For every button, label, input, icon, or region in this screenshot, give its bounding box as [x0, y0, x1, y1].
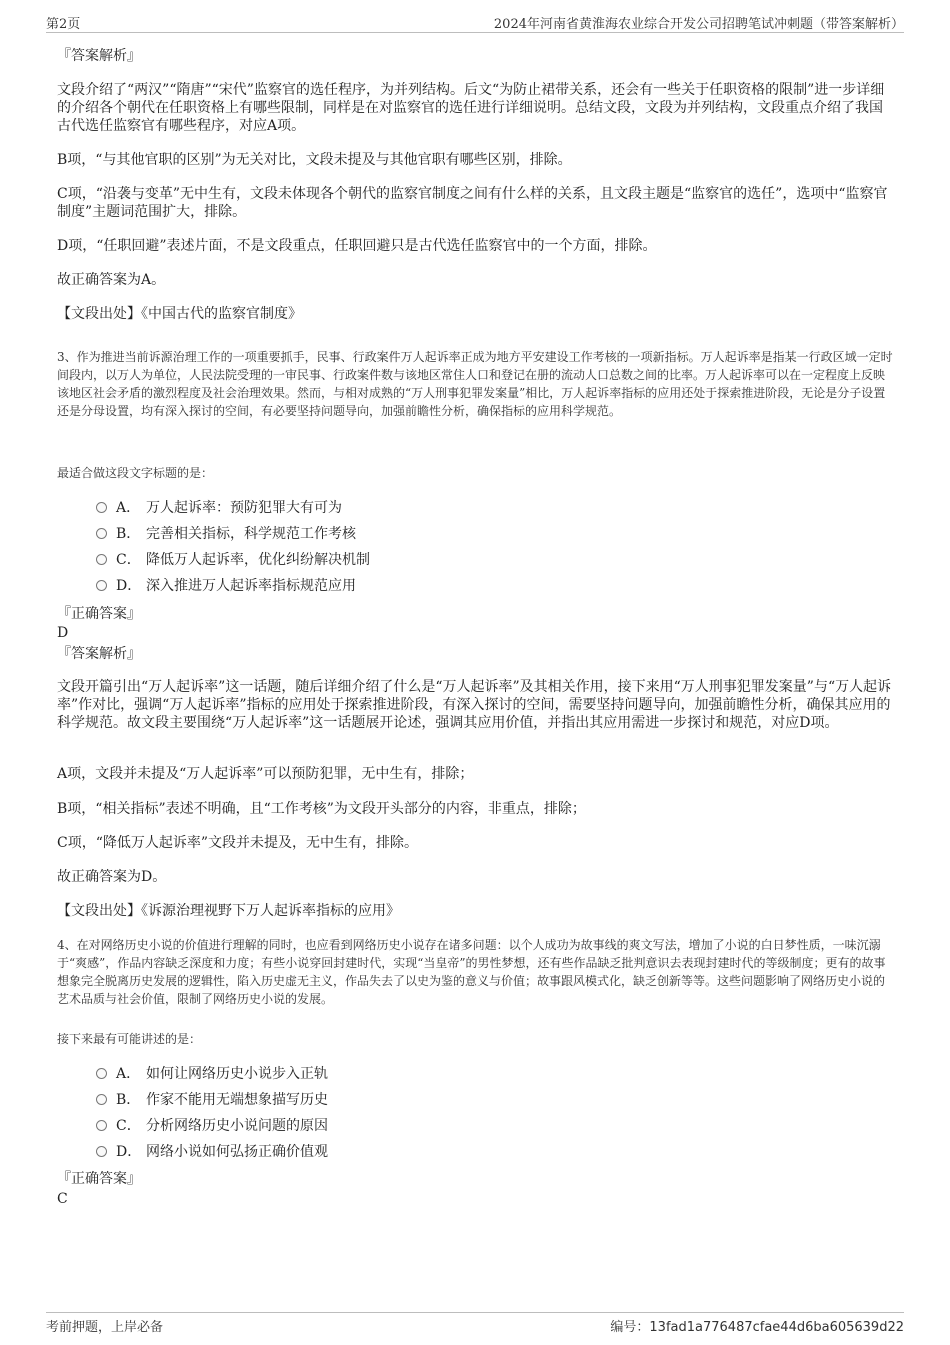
q3-question: 最适合做这段文字标题的是： — [57, 466, 214, 480]
q2-option-d-analysis: D项，“任职回避”表述片面，不是文段重点，任职回避只是古代选任监察官中的一个方面，排除。 — [57, 238, 657, 254]
q3-option-b-analysis: B项，“相关指标”表述不明确，且“工作考核”为文段开头部分的内容，非重点，排除； — [57, 801, 586, 817]
radio-icon[interactable] — [96, 1120, 107, 1131]
q3-option-a-analysis: A项，文段并未提及“万人起诉率”可以预防犯罪，无中生有，排除； — [57, 766, 474, 782]
q2-source: 【文段出处】《中国古代的监察官制度》 — [57, 306, 302, 322]
q2-analysis-label: 『答案解析』 — [57, 48, 141, 64]
radio-icon[interactable] — [96, 1094, 107, 1105]
radio-icon[interactable] — [96, 1146, 107, 1157]
document-id: 编号：13fad1a776487cfae44d6ba605639d22 — [610, 1320, 904, 1335]
q3-option-a[interactable]: A． 万人起诉率：预防犯罪大有可为 — [96, 498, 342, 518]
q4-question: 接下来最有可能讲述的是： — [57, 1032, 202, 1046]
q4-option-c[interactable]: C． 分析网络历史小说问题的原因 — [96, 1116, 328, 1136]
page-number: 第2页 — [46, 17, 81, 32]
q3-answer: D — [57, 625, 69, 641]
q4-answer: C — [57, 1191, 68, 1207]
q3-option-c-analysis: C项，“降低万人起诉率”文段并未提及，无中生有，排除。 — [57, 835, 419, 851]
q3-analysis-label: 『答案解析』 — [57, 646, 141, 662]
q3-analysis-paragraph: 文段开篇引出“万人起诉率”这一话题，随后详细介绍了什么是“万人起诉率”及其相关作用，接下来用“万人刑事犯罪发案量”与“万人起诉率”作对比，强调“万人起诉率”指标的应用处于探索推进阶段，有深入探讨的空间，需要坚持问题导向，加强前瞻性分析，确保其应用的科学规范。故文段主要围绕“万人起诉率”这一话题展开论述，强调其应用价值，并指出其应用需进一步探讨和规范，对应D项。 — [57, 679, 892, 731]
q4-option-b[interactable]: B． 作家不能用无端想象描写历史 — [96, 1090, 328, 1110]
radio-icon[interactable] — [96, 554, 107, 565]
q4-option-d[interactable]: D． 网络小说如何弘扬正确价值观 — [96, 1142, 328, 1162]
q2-option-b-analysis: B项，“与其他官职的区别”为无关对比，文段未提及与其他官职有哪些区别，排除。 — [57, 152, 572, 168]
q3-stem: 3、作为推进当前诉源治理工作的一项重要抓手，民事、行政案件万人起诉率正成为地方平安建设工作考核的一项新指标。万人起诉率是指某一行政区域一定时间段内，以万人为单位，人民法院受理的一审民事、行政案件数与该地区常住人口和登记在册的流动人口总数之间的比率。万人起诉率可以在一定程度上反映该地区社会矛盾的激烈程度及社会治理效果。然而，与相对成熟的“万人刑事犯罪发案量”相比，万人起诉率指标的应用还处于探索推进阶段，无论是分子设置还是分母设置，均有深入探讨的空间，有必要坚持问题导向，加强前瞻性分析，确保指标的应用科学规范。 — [57, 350, 893, 418]
q3-answer-label: 『正确答案』 — [57, 606, 141, 622]
q3-option-c[interactable]: C． 降低万人起诉率，优化纠纷解决机制 — [96, 550, 370, 570]
q4-stem: 4、在对网络历史小说的价值进行理解的同时，也应看到网络历史小说存在诸多问题：以个人成功为故事线的爽文写法，增加了小说的白日梦性质，一味沉溺于“爽感”，作品内容缺乏深度和力度；有些小说穿回封建时代，实现“当皇帝”的男性梦想，还有些作品缺乏批判意识去表现封建时代的等级制度；更有的故事想象完全脱离历史发展的逻辑性，陷入历史虚无主义，作品失去了以史为鉴的意义与价值；故事跟风模式化，缺乏创新等等。这些问题影响了网络历史小说的艺术品质与社会价值，限制了网络历史小说的发展。 — [57, 938, 886, 1006]
footer-slogan: 考前押题，上岸必备 — [46, 1320, 164, 1335]
document-title: 2024年河南省黄淮海农业综合开发公司招聘笔试冲刺题（带答案解析） — [493, 17, 904, 32]
radio-icon[interactable] — [96, 502, 107, 513]
q2-conclusion: 故正确答案为A。 — [57, 272, 166, 288]
page-header — [46, 10, 904, 33]
q4-option-a[interactable]: A． 如何让网络历史小说步入正轨 — [96, 1064, 328, 1084]
q2-option-c-analysis: C项，“沿袭与变革”无中生有，文段未体现各个朝代的监察官制度之间有什么样的关系，且文段主题是“监察官的选任”，选项中“监察官制度”主题词范围扩大，排除。 — [57, 186, 888, 220]
radio-icon[interactable] — [96, 528, 107, 539]
q2-analysis-paragraph: 文段介绍了“两汉”“隋唐”“宋代”监察官的选任程序，为并列结构。后文“为防止裙带关系，还会有一些关于任职资格的限制”进一步详细的介绍各个朝代在任职资格上有哪些限制，同样是在对监察官的选任进行详细说明。总结文段，文段为并列结构，文段重点介绍了我国古代选任监察官有哪些程序，对应A项。 — [57, 82, 885, 134]
radio-icon[interactable] — [96, 1068, 107, 1079]
radio-icon[interactable] — [96, 580, 107, 591]
page-footer — [46, 1312, 904, 1335]
q4-answer-label: 『正确答案』 — [57, 1171, 141, 1187]
q3-option-b[interactable]: B． 完善相关指标，科学规范工作考核 — [96, 524, 356, 544]
q3-conclusion: 故正确答案为D。 — [57, 869, 167, 885]
q3-option-d[interactable]: D． 深入推进万人起诉率指标规范应用 — [96, 576, 356, 596]
q3-source: 【文段出处】《诉源治理视野下万人起诉率指标的应用》 — [57, 903, 400, 919]
